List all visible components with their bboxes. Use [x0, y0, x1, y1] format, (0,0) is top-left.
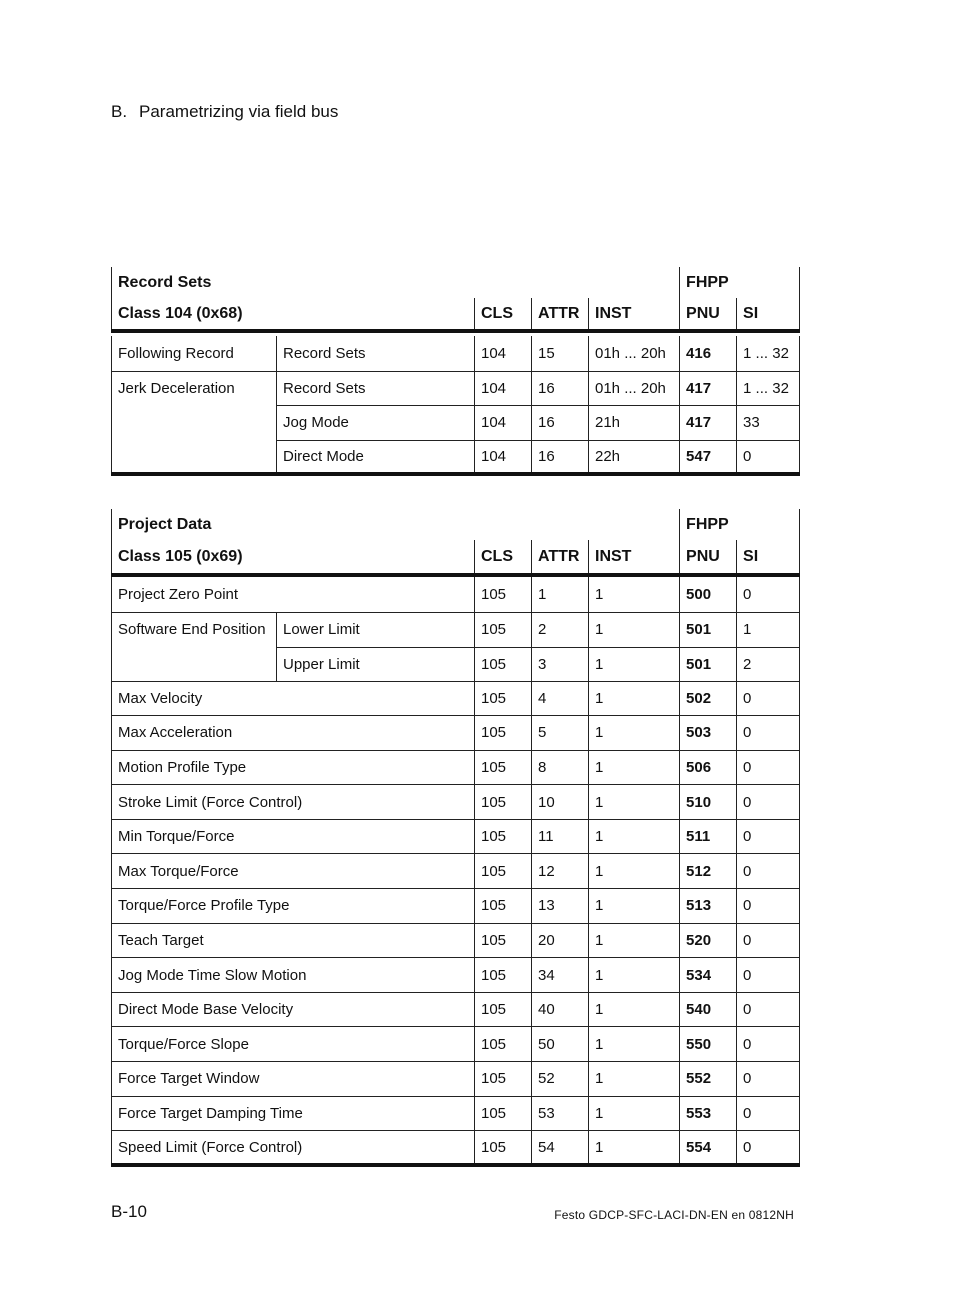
- inst-cell: 1: [589, 612, 680, 647]
- param-name: Speed Limit (Force Control): [112, 1131, 475, 1166]
- inst-cell: 1: [589, 958, 680, 993]
- attr-cell: 50: [532, 1027, 589, 1062]
- pnu-cell: 510: [680, 785, 737, 820]
- param-sub: Lower Limit: [277, 612, 475, 647]
- param-sub: Record Sets: [277, 371, 475, 405]
- inst-cell: 1: [589, 681, 680, 716]
- inst-cell: 1: [589, 716, 680, 751]
- attr-cell: 15: [532, 336, 589, 371]
- param-name: Max Acceleration: [112, 716, 475, 751]
- attr-cell: 16: [532, 440, 589, 474]
- si-cell: 0: [737, 958, 800, 993]
- si-cell: 0: [737, 1027, 800, 1062]
- table-row: [112, 336, 800, 371]
- col-cls: CLS: [475, 298, 532, 331]
- si-cell: 0: [737, 681, 800, 716]
- section-number: B.: [111, 102, 128, 121]
- si-cell: 0: [737, 923, 800, 958]
- table-row: [112, 1096, 800, 1131]
- param-name: Max Velocity: [112, 681, 475, 716]
- section-title: Parametrizing via field bus: [139, 102, 339, 121]
- col-cls: CLS: [475, 540, 532, 575]
- pnu-cell: 520: [680, 923, 737, 958]
- table-row: [112, 854, 800, 889]
- table-row: [112, 1027, 800, 1062]
- attr-cell: 4: [532, 681, 589, 716]
- cls-cell: 105: [475, 716, 532, 751]
- cls-cell: 105: [475, 612, 532, 647]
- attr-cell: 34: [532, 958, 589, 993]
- param-sub: Direct Mode: [277, 440, 475, 474]
- param-sub: Record Sets: [277, 336, 475, 371]
- param-name: Software End Position: [112, 612, 277, 647]
- cls-cell: 105: [475, 785, 532, 820]
- cls-cell: 105: [475, 1096, 532, 1131]
- attr-cell: 52: [532, 1062, 589, 1097]
- class-label: Class 105 (0x69): [112, 540, 475, 575]
- inst-cell: 1: [589, 889, 680, 924]
- pnu-cell: 511: [680, 819, 737, 854]
- attr-cell: 16: [532, 371, 589, 405]
- cls-cell: 105: [475, 923, 532, 958]
- param-name: Max Torque/Force: [112, 854, 475, 889]
- record-sets-table: [111, 267, 800, 476]
- param-name: Jerk Deceleration: [112, 371, 277, 405]
- cls-cell: 105: [475, 1131, 532, 1166]
- table-title: Record Sets: [112, 267, 680, 298]
- class-label: Class 104 (0x68): [112, 298, 475, 331]
- attr-cell: 54: [532, 1131, 589, 1166]
- pnu-cell: 501: [680, 647, 737, 681]
- si-cell: 0: [737, 1131, 800, 1166]
- si-cell: 1 ... 32: [737, 371, 800, 405]
- inst-cell: 1: [589, 992, 680, 1027]
- si-cell: 1 ... 32: [737, 336, 800, 371]
- si-cell: 33: [737, 405, 800, 440]
- col-attr: ATTR: [532, 298, 589, 331]
- col-inst: INST: [589, 540, 680, 575]
- page-number: B-10: [111, 1202, 147, 1221]
- si-cell: 0: [737, 854, 800, 889]
- param-name: Motion Profile Type: [112, 750, 475, 785]
- cls-cell: 105: [475, 1027, 532, 1062]
- attr-cell: 3: [532, 647, 589, 681]
- si-cell: 0: [737, 575, 800, 612]
- table-row: [112, 889, 800, 924]
- si-cell: 2: [737, 647, 800, 681]
- cls-cell: 104: [475, 336, 532, 371]
- inst-cell: 21h: [589, 405, 680, 440]
- attr-cell: 53: [532, 1096, 589, 1131]
- param-name: [112, 405, 277, 440]
- si-cell: 0: [737, 992, 800, 1027]
- si-cell: 0: [737, 716, 800, 751]
- cls-cell: 104: [475, 371, 532, 405]
- col-pnu: PNU: [680, 298, 737, 331]
- si-cell: 1: [737, 612, 800, 647]
- table-row: [112, 1062, 800, 1097]
- pnu-cell: 540: [680, 992, 737, 1027]
- si-cell: 0: [737, 750, 800, 785]
- param-name: Teach Target: [112, 923, 475, 958]
- table-row: [112, 405, 800, 440]
- param-name: Force Target Damping Time: [112, 1096, 475, 1131]
- param-name: Following Record: [112, 336, 277, 371]
- table-row: [112, 647, 800, 681]
- table-row: [112, 440, 800, 474]
- fhpp-group-label: FHPP: [680, 509, 800, 540]
- param-name: Torque/Force Slope: [112, 1027, 475, 1062]
- pnu-cell: 416: [680, 336, 737, 371]
- table-row: [112, 371, 800, 405]
- col-attr: ATTR: [532, 540, 589, 575]
- attr-cell: 13: [532, 889, 589, 924]
- col-inst: INST: [589, 298, 680, 331]
- attr-cell: 2: [532, 612, 589, 647]
- attr-cell: 1: [532, 575, 589, 612]
- table-row: [112, 1131, 800, 1166]
- pnu-cell: 547: [680, 440, 737, 474]
- col-si: SI: [737, 540, 800, 575]
- param-name: Project Zero Point: [112, 575, 475, 612]
- table-row: [112, 785, 800, 820]
- si-cell: 0: [737, 1062, 800, 1097]
- inst-cell: 1: [589, 785, 680, 820]
- inst-cell: 1: [589, 854, 680, 889]
- inst-cell: 1: [589, 1131, 680, 1166]
- table-row: [112, 819, 800, 854]
- pnu-cell: 417: [680, 371, 737, 405]
- col-pnu: PNU: [680, 540, 737, 575]
- inst-cell: 1: [589, 923, 680, 958]
- table-row: [112, 681, 800, 716]
- attr-cell: 16: [532, 405, 589, 440]
- fhpp-group-label: FHPP: [680, 267, 800, 298]
- attr-cell: 5: [532, 716, 589, 751]
- cls-cell: 105: [475, 889, 532, 924]
- attr-cell: 10: [532, 785, 589, 820]
- project-data-table: [111, 509, 800, 1167]
- table-row: [112, 958, 800, 993]
- si-cell: 0: [737, 1096, 800, 1131]
- cls-cell: 104: [475, 440, 532, 474]
- cls-cell: 105: [475, 958, 532, 993]
- cls-cell: 105: [475, 992, 532, 1027]
- attr-cell: 11: [532, 819, 589, 854]
- param-sub: Upper Limit: [277, 647, 475, 681]
- si-cell: 0: [737, 819, 800, 854]
- table-row: [112, 575, 800, 612]
- pnu-cell: 501: [680, 612, 737, 647]
- col-si: SI: [737, 298, 800, 331]
- cls-cell: 105: [475, 819, 532, 854]
- table-row: [112, 992, 800, 1027]
- attr-cell: 12: [532, 854, 589, 889]
- inst-cell: 1: [589, 575, 680, 612]
- inst-cell: 1: [589, 750, 680, 785]
- cls-cell: 104: [475, 405, 532, 440]
- attr-cell: 20: [532, 923, 589, 958]
- cls-cell: 105: [475, 750, 532, 785]
- section-header: [111, 102, 338, 122]
- inst-cell: 1: [589, 1062, 680, 1097]
- table-row: [112, 612, 800, 647]
- pnu-cell: 417: [680, 405, 737, 440]
- inst-cell: 1: [589, 819, 680, 854]
- inst-cell: 1: [589, 1027, 680, 1062]
- attr-cell: 40: [532, 992, 589, 1027]
- param-name: Force Target Window: [112, 1062, 475, 1097]
- pnu-cell: 554: [680, 1131, 737, 1166]
- inst-cell: 01h ... 20h: [589, 336, 680, 371]
- param-name: [112, 440, 277, 474]
- param-name: Min Torque/Force: [112, 819, 475, 854]
- param-name: Direct Mode Base Velocity: [112, 992, 475, 1027]
- si-cell: 0: [737, 785, 800, 820]
- table-row: [112, 716, 800, 751]
- cls-cell: 105: [475, 575, 532, 612]
- param-name: Torque/Force Profile Type: [112, 889, 475, 924]
- si-cell: 0: [737, 889, 800, 924]
- cls-cell: 105: [475, 854, 532, 889]
- inst-cell: 1: [589, 1096, 680, 1131]
- inst-cell: 01h ... 20h: [589, 371, 680, 405]
- pnu-cell: 512: [680, 854, 737, 889]
- param-name: Jog Mode Time Slow Motion: [112, 958, 475, 993]
- pnu-cell: 553: [680, 1096, 737, 1131]
- pnu-cell: 502: [680, 681, 737, 716]
- param-sub: Jog Mode: [277, 405, 475, 440]
- pnu-cell: 552: [680, 1062, 737, 1097]
- param-name: [112, 647, 277, 681]
- pnu-cell: 506: [680, 750, 737, 785]
- param-name: Stroke Limit (Force Control): [112, 785, 475, 820]
- si-cell: 0: [737, 440, 800, 474]
- table-row: [112, 923, 800, 958]
- cls-cell: 105: [475, 1062, 532, 1097]
- table-row: [112, 750, 800, 785]
- document-id: Festo GDCP-SFC-LACI-DN-EN en 0812NH: [554, 1208, 794, 1222]
- inst-cell: 22h: [589, 440, 680, 474]
- cls-cell: 105: [475, 681, 532, 716]
- cls-cell: 105: [475, 647, 532, 681]
- table-title: Project Data: [112, 509, 680, 540]
- pnu-cell: 550: [680, 1027, 737, 1062]
- inst-cell: 1: [589, 647, 680, 681]
- pnu-cell: 513: [680, 889, 737, 924]
- pnu-cell: 534: [680, 958, 737, 993]
- pnu-cell: 500: [680, 575, 737, 612]
- attr-cell: 8: [532, 750, 589, 785]
- pnu-cell: 503: [680, 716, 737, 751]
